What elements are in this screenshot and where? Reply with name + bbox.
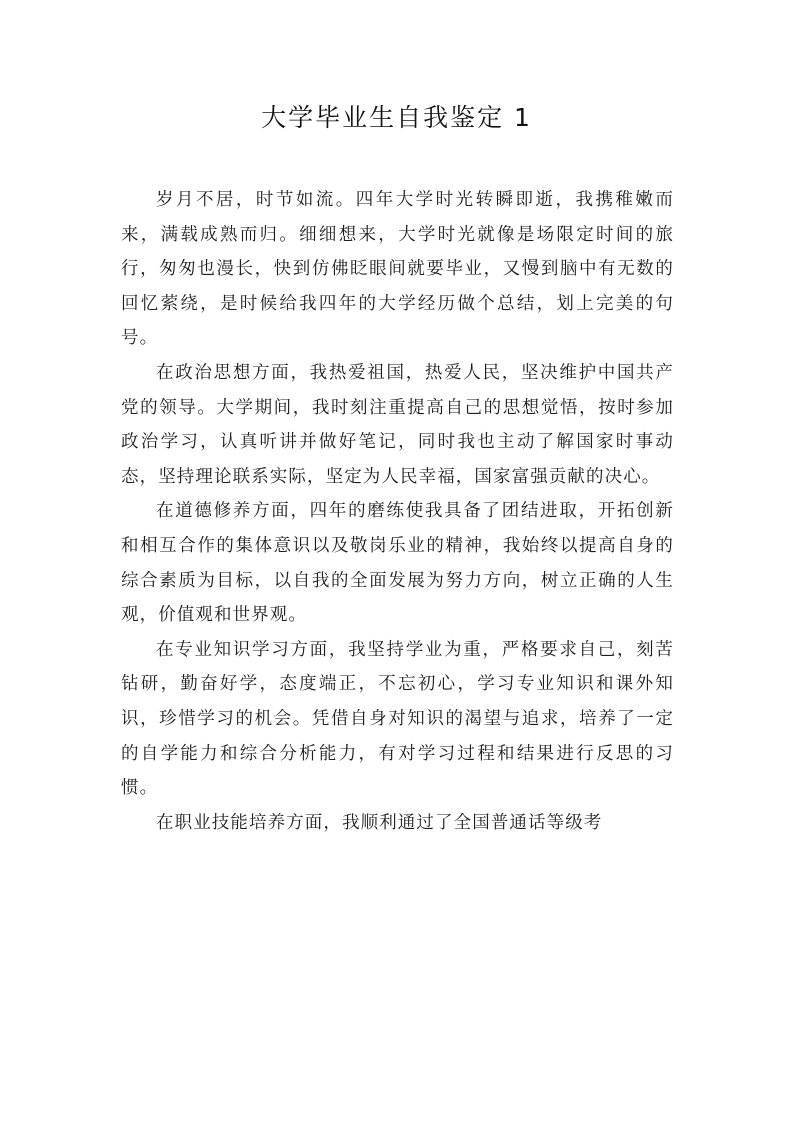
paragraph-political: 在政治思想方面，我热爱祖国，热爱人民，坚决维护中国共产党的领导。大学期间，我时刻注重提高自己的思想觉悟，按时参加政治学习，认真听讲并做好笔记，同时我也主动了解国家时事动态，坚持理论联系实际，坚定为人民幸福，国家富强贡献的决心。	[121, 362, 674, 487]
paragraph-study: 在专业知识学习方面，我坚持学业为重，严格要求自己，刻苦钻研，勤奋好学，态度端正，不忘初心，学习专业知识和课外知识，珍惜学习的机会。凭借自身对知识的渴望与追求，培养了一定的自学能力和综合分析能力，有对学习过程和结果进行反思的习惯。	[121, 639, 674, 799]
paragraph-moral: 在道德修养方面，四年的磨练使我具备了团结进取，开拓创新和相互合作的集体意识以及敬岗乐业的精神，我始终以提高自身的综合素质为目标，以自我的全面发展为努力方向，树立正确的人生观，价值观和世界观。	[121, 501, 674, 626]
document-title: 大学毕业生自我鉴定 1	[261, 103, 532, 132]
document-body	[121, 183, 674, 840]
paragraph-skills: 在职业技能培养方面，我顺利通过了全国普通话等级考	[156, 812, 603, 833]
paragraph-intro: 岁月不居，时节如流。四年大学时光转瞬即逝，我携稚嫩而来，满载成熟而归。细细想来，大学时光就像是场限定时间的旅行，匆匆也漫长，快到仿佛眨眼间就要毕业，又慢到脑中有无数的回忆萦绕，是时候给我四年的大学经历做个总结，划上完美的句号。	[121, 190, 674, 349]
